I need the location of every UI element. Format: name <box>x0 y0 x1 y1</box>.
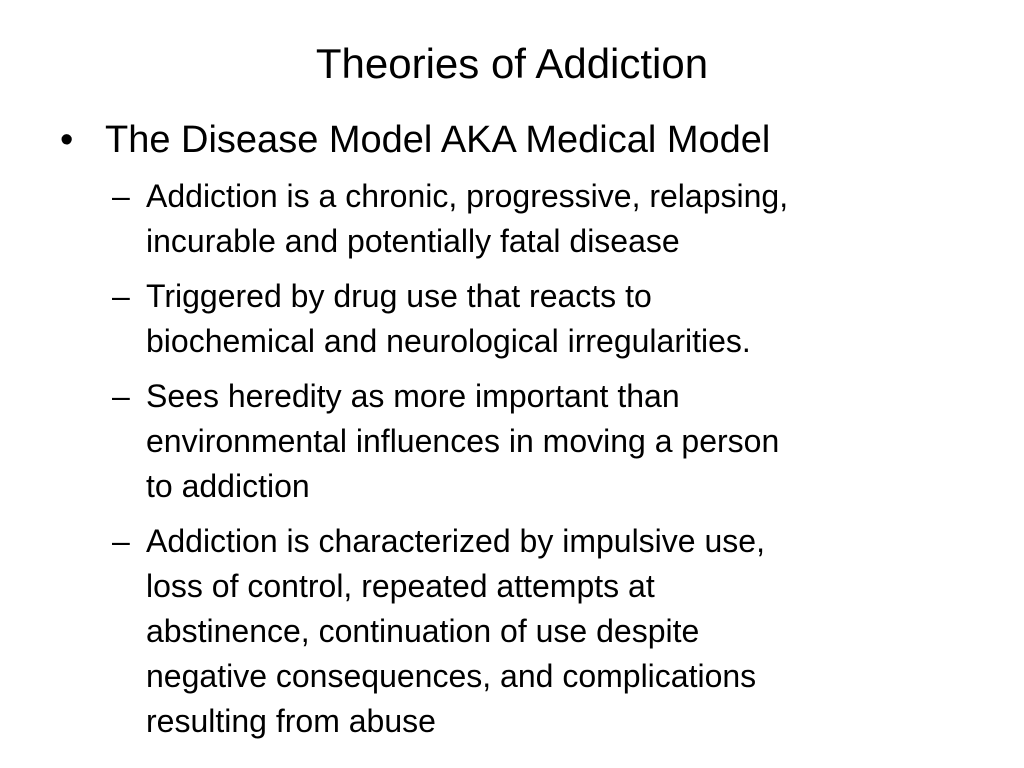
main-bullet-text: The Disease Model AKA Medical Model <box>105 119 771 161</box>
sub-bullet-item <box>112 174 992 264</box>
sub-bullet-item <box>112 519 992 744</box>
sub-bullet-marker: – <box>112 378 130 414</box>
main-bullet <box>60 115 770 165</box>
sub-bullet-marker: – <box>112 178 130 214</box>
sub-bullet-marker: – <box>112 278 130 314</box>
sub-bullet-item <box>112 374 992 509</box>
sub-bullet-marker: – <box>112 523 130 559</box>
sub-bullet-text: Triggered by drug use that reacts to biochemical and neurological irregularities. <box>146 278 751 359</box>
sub-bullet-text: Addiction is characterized by impulsive use, loss of control, repeated attempts at abstinence, continuation of use despite negative consequences, and complications resulting from abuse <box>146 523 765 739</box>
sub-bullet-list <box>112 174 992 754</box>
sub-bullet-item <box>112 274 992 364</box>
bullet-marker: • <box>60 119 74 161</box>
sub-bullet-text: Sees heredity as more important than environmental influences in moving a person to addiction <box>146 378 780 504</box>
slide-title: Theories of Addiction <box>315 40 709 87</box>
sub-bullet-text: Addiction is a chronic, progressive, relapsing, incurable and potentially fatal disease <box>146 178 789 259</box>
